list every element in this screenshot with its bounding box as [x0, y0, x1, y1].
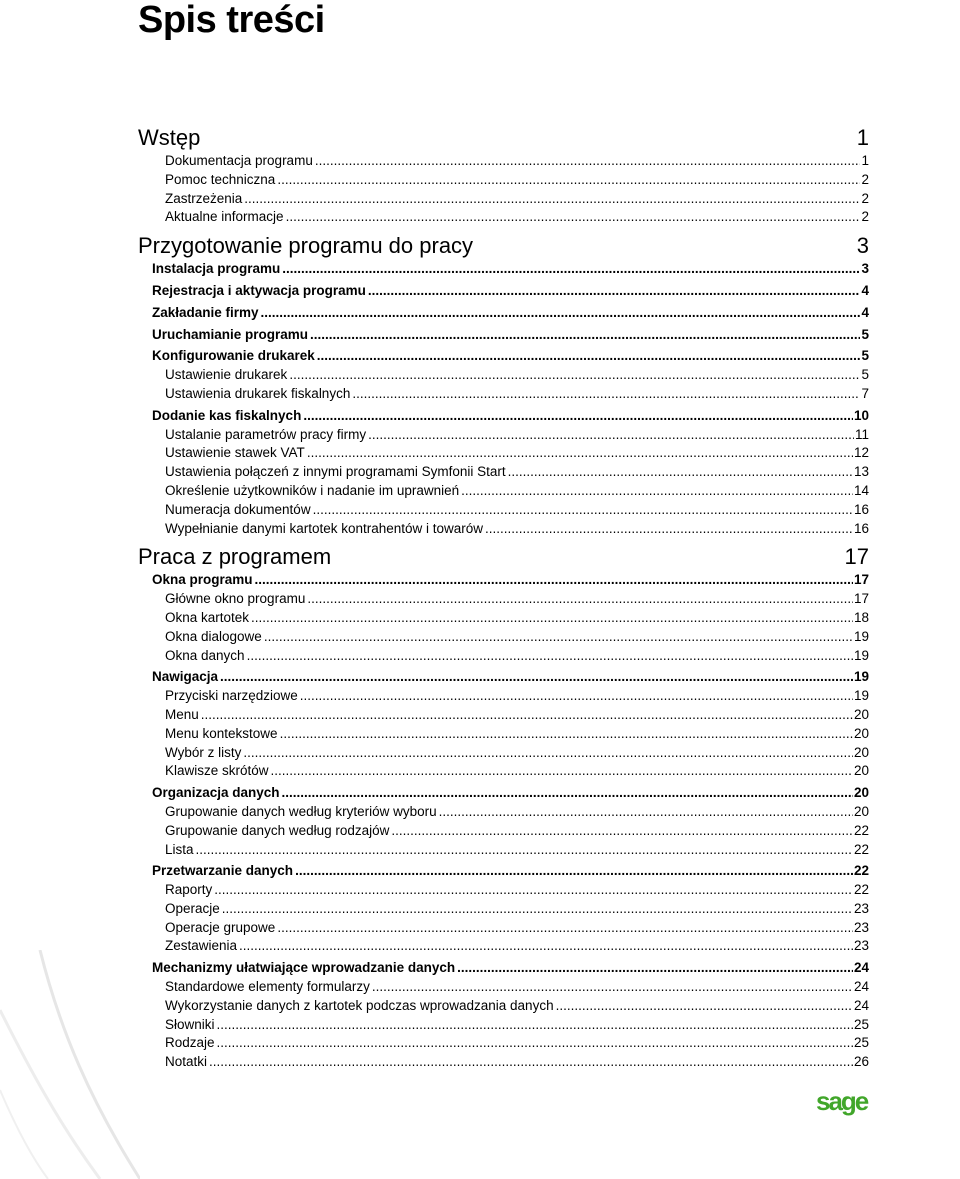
- dot-leader: [282, 260, 860, 279]
- toc-entry[interactable]: [138, 385, 869, 404]
- entry-page-number: 16: [853, 520, 869, 536]
- entry-title: Grupowanie danych według kryteriów wyboru: [165, 803, 437, 819]
- toc-section[interactable]: [138, 326, 869, 345]
- toc-entry[interactable]: [138, 706, 869, 725]
- entry-title: Ustawienia drukarek fiskalnych: [165, 385, 351, 401]
- entry-page-number: 2: [861, 171, 869, 187]
- toc-section[interactable]: [138, 260, 869, 279]
- dot-leader: [485, 520, 853, 539]
- entry-title: Określenie użytkowników i nadanie im uprawnień: [165, 482, 460, 498]
- entry-page-number: 7: [861, 385, 869, 401]
- toc-entry[interactable]: [138, 647, 869, 666]
- dot-leader: [286, 208, 861, 227]
- dot-leader: [303, 407, 853, 426]
- entry-title: Konfigurowanie drukarek: [152, 348, 315, 364]
- dot-leader: [201, 706, 853, 725]
- dot-leader: [251, 609, 853, 628]
- toc-entry[interactable]: [138, 171, 869, 190]
- entry-title: Okna programu: [152, 572, 253, 588]
- toc-chapter[interactable]: [138, 125, 869, 151]
- entry-title: Rejestracja i aktywacja programu: [152, 282, 366, 298]
- chapter-page-number: 17: [844, 544, 869, 570]
- entry-page-number: 24: [853, 979, 869, 995]
- entry-title: Uruchamianie programu: [152, 326, 309, 342]
- dot-leader: [461, 482, 853, 501]
- dot-leader: [313, 501, 853, 520]
- entry-title: Numeracja dokumentów: [165, 501, 311, 517]
- entry-page-number: 19: [853, 669, 869, 685]
- dot-leader: [222, 900, 853, 919]
- toc-entry[interactable]: [138, 609, 869, 628]
- toc-section[interactable]: [138, 862, 869, 881]
- dot-leader: [209, 1053, 853, 1072]
- dot-leader: [300, 687, 853, 706]
- dot-leader: [310, 326, 860, 345]
- dot-leader: [280, 725, 853, 744]
- toc-entry[interactable]: [138, 881, 869, 900]
- toc-entry[interactable]: [138, 725, 869, 744]
- toc-entry[interactable]: [138, 463, 869, 482]
- toc-entry[interactable]: [138, 628, 869, 647]
- entry-title: Operacje: [165, 900, 220, 916]
- entry-title: Menu: [165, 706, 199, 722]
- chapter-page-number: 3: [856, 233, 869, 259]
- entry-page-number: 19: [853, 688, 869, 704]
- entry-page-number: 20: [853, 706, 869, 722]
- entry-title: Grupowanie danych według rodzajów: [165, 822, 390, 838]
- toc-entry[interactable]: [138, 762, 869, 781]
- decorative-curves: [0, 950, 140, 1179]
- entry-title: Notatki: [165, 1054, 208, 1070]
- entry-title: Zastrzeżenia: [165, 190, 243, 206]
- dot-leader: [282, 784, 853, 803]
- toc-entry[interactable]: [138, 937, 869, 956]
- entry-title: Przetwarzanie danych: [152, 863, 294, 879]
- entry-page-number: 20: [853, 785, 869, 801]
- toc-entry[interactable]: [138, 426, 869, 445]
- dot-leader: [391, 822, 853, 841]
- entry-page-number: 17: [853, 591, 869, 607]
- dot-leader: [372, 978, 853, 997]
- toc-entry[interactable]: [138, 997, 869, 1016]
- chapter-title: Wstęp: [138, 125, 201, 150]
- dot-leader: [457, 959, 853, 978]
- entry-page-number: 11: [854, 426, 869, 442]
- entry-page-number: 2: [861, 209, 869, 225]
- entry-page-number: 12: [853, 445, 869, 461]
- toc-entry[interactable]: [138, 501, 869, 520]
- toc-entry[interactable]: [138, 590, 869, 609]
- entry-page-number: 17: [853, 572, 869, 588]
- entry-page-number: 22: [853, 822, 869, 838]
- entry-page-number: 24: [853, 997, 869, 1013]
- dot-leader: [239, 937, 853, 956]
- toc-entry[interactable]: [138, 208, 869, 227]
- toc-section[interactable]: [138, 784, 869, 803]
- entry-title: Okna danych: [165, 647, 245, 663]
- dot-leader: [307, 444, 853, 463]
- entry-title: Rodzaje: [165, 1035, 215, 1051]
- entry-page-number: 16: [853, 501, 869, 517]
- entry-page-number: 5: [861, 367, 869, 383]
- entry-title: Okna dialogowe: [165, 628, 262, 644]
- toc-chapter[interactable]: [138, 233, 869, 259]
- entry-title: Instalacja programu: [152, 261, 281, 277]
- entry-page-number: 22: [853, 882, 869, 898]
- entry-page-number: 1: [861, 153, 869, 168]
- dot-leader: [556, 997, 853, 1016]
- dot-leader: [439, 803, 853, 822]
- toc-entry[interactable]: [138, 687, 869, 706]
- entry-title: Słowniki: [165, 1016, 215, 1032]
- entry-page-number: 23: [853, 938, 869, 954]
- entry-title: Okna kartotek: [165, 609, 250, 625]
- toc-entry[interactable]: [138, 978, 869, 997]
- toc-section[interactable]: [138, 959, 869, 978]
- toc-entry[interactable]: [138, 1034, 869, 1053]
- dot-leader: [244, 190, 860, 209]
- chapter-page-number: 1: [856, 125, 869, 150]
- dot-leader: [247, 647, 853, 666]
- dot-leader: [264, 628, 853, 647]
- toc-entry[interactable]: [138, 366, 869, 385]
- dot-leader: [315, 152, 861, 171]
- entry-page-number: 14: [853, 482, 869, 498]
- dot-leader: [261, 304, 861, 323]
- toc-entry[interactable]: [138, 482, 869, 501]
- entry-title: Wybór z listy: [165, 744, 242, 760]
- entry-page-number: 20: [853, 744, 869, 760]
- entry-page-number: 20: [853, 725, 869, 741]
- entry-page-number: 10: [853, 407, 869, 423]
- entry-title: Ustalanie parametrów pracy firmy: [165, 426, 367, 442]
- dot-leader: [243, 744, 853, 763]
- entry-page-number: 26: [853, 1054, 869, 1070]
- toc-section[interactable]: [138, 347, 869, 366]
- toc-entry[interactable]: [138, 444, 869, 463]
- chapter-title: Praca z programem: [138, 544, 332, 570]
- dot-leader: [289, 366, 860, 385]
- dot-leader: [277, 919, 853, 938]
- toc-section[interactable]: [138, 668, 869, 687]
- entry-title: Menu kontekstowe: [165, 725, 278, 741]
- entry-page-number: 22: [853, 841, 869, 857]
- entry-title: Przyciski narzędziowe: [165, 688, 298, 704]
- entry-page-number: 4: [861, 282, 869, 298]
- entry-title: Ustawienia połączeń z innymi programami Symfonii Start: [165, 464, 506, 480]
- dot-leader: [217, 1034, 853, 1053]
- toc-section[interactable]: [138, 407, 869, 426]
- entry-page-number: 22: [853, 863, 869, 879]
- entry-page-number: 2: [861, 190, 869, 206]
- toc-entry[interactable]: [138, 803, 869, 822]
- toc-section[interactable]: [138, 282, 869, 301]
- entry-title: Dodanie kas fiskalnych: [152, 407, 302, 423]
- dot-leader: [217, 1016, 853, 1035]
- toc-entry[interactable]: [138, 190, 869, 209]
- toc-section[interactable]: [138, 304, 869, 323]
- toc-section[interactable]: [138, 571, 869, 590]
- entry-title: Standardowe elementy formularzy: [165, 979, 370, 995]
- entry-page-number: 25: [853, 1035, 869, 1051]
- toc-chapter[interactable]: [138, 544, 869, 570]
- entry-page-number: 3: [861, 261, 869, 277]
- dot-leader: [271, 762, 853, 781]
- sage-logo: [816, 1088, 872, 1118]
- entry-page-number: 19: [853, 628, 869, 644]
- dot-leader: [352, 385, 860, 404]
- entry-page-number: 5: [861, 326, 869, 342]
- dot-leader: [317, 347, 861, 366]
- dot-leader: [220, 668, 853, 687]
- entry-title: Główne okno programu: [165, 591, 306, 607]
- dot-leader: [295, 862, 853, 881]
- toc-entry[interactable]: [138, 1016, 869, 1035]
- entry-title: Klawisze skrótów: [165, 763, 269, 779]
- entry-title: Mechanizmy ułatwiające wprowadzanie danych: [152, 960, 456, 976]
- entry-page-number: 4: [861, 304, 869, 320]
- entry-title: Ustawienie stawek VAT: [165, 445, 305, 461]
- entry-title: Raporty: [165, 882, 213, 898]
- entry-page-number: 20: [853, 763, 869, 779]
- dot-leader: [368, 282, 861, 301]
- entry-page-number: 24: [853, 960, 869, 976]
- dot-leader: [508, 463, 853, 482]
- dot-leader: [255, 571, 853, 590]
- entry-page-number: 13: [853, 464, 869, 480]
- dot-leader: [214, 881, 853, 900]
- entry-title: Operacje grupowe: [165, 919, 276, 935]
- dot-leader: [307, 590, 853, 609]
- entry-title: Wykorzystanie danych z kartotek podczas wprowadzania danych: [165, 997, 554, 1013]
- entry-page-number: 23: [853, 919, 869, 935]
- entry-title: Dokumentacja programu: [165, 153, 313, 168]
- entry-title: Aktualne informacje: [165, 209, 284, 225]
- toc-entry[interactable]: [138, 900, 869, 919]
- entry-title: Pomoc techniczna: [165, 171, 276, 187]
- toc-entry[interactable]: [138, 841, 869, 860]
- entry-page-number: 18: [853, 609, 869, 625]
- toc-entry[interactable]: [138, 822, 869, 841]
- dot-leader: [368, 426, 854, 445]
- entry-page-number: 20: [853, 803, 869, 819]
- table-of-contents: [138, 125, 869, 1072]
- entry-title: Wypełnianie danymi kartotek kontrahentów i towarów: [165, 520, 484, 536]
- entry-page-number: 23: [853, 900, 869, 916]
- page-title: Spis treści: [138, 0, 325, 41]
- toc-entry[interactable]: [138, 152, 869, 171]
- entry-page-number: 19: [853, 647, 869, 663]
- entry-page-number: 25: [853, 1016, 869, 1032]
- toc-entry[interactable]: [138, 1053, 869, 1072]
- entry-title: Ustawienie drukarek: [165, 367, 288, 383]
- entry-title: Zakładanie firmy: [152, 304, 259, 320]
- toc-entry[interactable]: [138, 919, 869, 938]
- chapter-title: Przygotowanie programu do pracy: [138, 233, 474, 259]
- dot-leader: [196, 841, 853, 860]
- entry-page-number: 5: [861, 348, 869, 364]
- entry-title: Organizacja danych: [152, 785, 280, 801]
- entry-title: Nawigacja: [152, 669, 219, 685]
- entry-title: Zestawienia: [165, 938, 238, 954]
- toc-entry[interactable]: [138, 744, 869, 763]
- svg-text:sage: sage: [816, 1088, 868, 1116]
- toc-entry[interactable]: [138, 520, 869, 539]
- dot-leader: [277, 171, 860, 190]
- entry-title: Lista: [165, 841, 194, 857]
